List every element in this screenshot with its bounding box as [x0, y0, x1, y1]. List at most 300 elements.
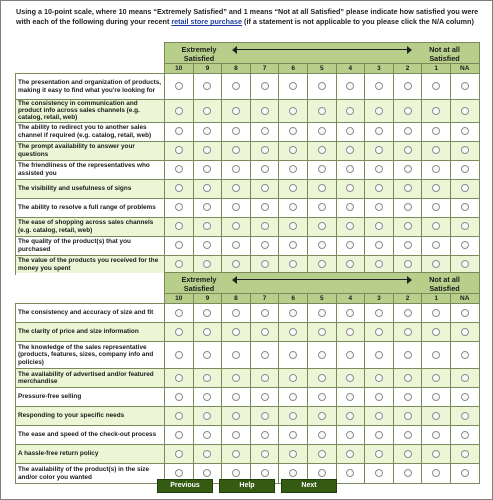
rating-radio-2[interactable] — [404, 241, 412, 249]
rating-radio-3[interactable] — [375, 309, 383, 317]
scale-right-label: Not at all Satisfied — [429, 275, 460, 293]
rating-cell — [250, 304, 279, 323]
column-header: 10 — [165, 294, 194, 304]
rating-radio-9[interactable] — [203, 184, 211, 192]
rating-cell — [250, 179, 279, 198]
rating-radio-3[interactable] — [375, 222, 383, 230]
rating-radio-8[interactable] — [232, 351, 240, 359]
rating-radio-5[interactable] — [318, 469, 326, 477]
rating-radio-6[interactable] — [289, 328, 297, 336]
rating-radio-NA[interactable] — [461, 127, 469, 135]
rating-radio-5[interactable] — [318, 328, 326, 336]
rating-radio-6[interactable] — [289, 82, 297, 90]
rating-radio-8[interactable] — [232, 469, 240, 477]
rating-radio-6[interactable] — [289, 146, 297, 154]
rating-radio-1[interactable] — [432, 127, 440, 135]
rating-radio-7[interactable] — [261, 351, 269, 359]
rating-radio-7[interactable] — [261, 127, 269, 135]
rating-radio-NA[interactable] — [461, 351, 469, 359]
rating-radio-3[interactable] — [375, 165, 383, 173]
column-header: NA — [450, 294, 479, 304]
rating-radio-3[interactable] — [375, 241, 383, 249]
rating-radio-6[interactable] — [289, 260, 297, 268]
rating-cell — [450, 122, 479, 141]
rating-cell — [450, 323, 479, 342]
rating-cell — [222, 236, 251, 255]
rating-radio-8[interactable] — [232, 146, 240, 154]
rating-cell — [365, 426, 394, 445]
rating-radio-7[interactable] — [261, 431, 269, 439]
rating-radio-1[interactable] — [432, 107, 440, 115]
rating-radio-NA[interactable] — [461, 450, 469, 458]
rating-radio-7[interactable] — [261, 184, 269, 192]
rating-radio-8[interactable] — [232, 127, 240, 135]
rating-grid-1 — [15, 42, 480, 275]
rating-radio-5[interactable] — [318, 241, 326, 249]
rating-radio-2[interactable] — [404, 393, 412, 401]
rating-radio-10[interactable] — [175, 328, 183, 336]
rating-radio-3[interactable] — [375, 393, 383, 401]
rating-radio-10[interactable] — [175, 165, 183, 173]
rating-radio-9[interactable] — [203, 260, 211, 268]
rating-radio-NA[interactable] — [461, 146, 469, 154]
rating-radio-4[interactable] — [346, 203, 354, 211]
rating-radio-7[interactable] — [261, 309, 269, 317]
rating-cell — [193, 74, 222, 100]
rating-radio-5[interactable] — [318, 203, 326, 211]
rating-cell — [222, 304, 251, 323]
rating-radio-5[interactable] — [318, 127, 326, 135]
rating-radio-2[interactable] — [404, 469, 412, 477]
rating-radio-5[interactable] — [318, 351, 326, 359]
rating-cell — [307, 179, 336, 198]
rating-cell — [165, 445, 194, 464]
rating-cell — [193, 198, 222, 217]
rating-radio-1[interactable] — [432, 82, 440, 90]
rating-radio-3[interactable] — [375, 328, 383, 336]
rating-cell — [250, 369, 279, 388]
rating-radio-10[interactable] — [175, 184, 183, 192]
rating-radio-7[interactable] — [261, 241, 269, 249]
rating-radio-2[interactable] — [404, 165, 412, 173]
column-header: 2 — [393, 64, 422, 74]
rating-cell — [422, 179, 451, 198]
rating-radio-2[interactable] — [404, 184, 412, 192]
previous-button[interactable]: Previous — [157, 479, 213, 493]
rating-radio-7[interactable] — [261, 222, 269, 230]
rating-cell — [250, 445, 279, 464]
rating-radio-3[interactable] — [375, 450, 383, 458]
question-label: Pressure-free selling — [16, 388, 165, 407]
rating-radio-6[interactable] — [289, 450, 297, 458]
rating-radio-1[interactable] — [432, 260, 440, 268]
rating-radio-6[interactable] — [289, 393, 297, 401]
question-label: The visibility and usefulness of signs — [16, 179, 165, 198]
rating-radio-8[interactable] — [232, 203, 240, 211]
rating-radio-4[interactable] — [346, 146, 354, 154]
rating-radio-NA[interactable] — [461, 107, 469, 115]
rating-radio-1[interactable] — [432, 412, 440, 420]
rating-cell — [307, 217, 336, 236]
rating-cell — [193, 369, 222, 388]
rating-radio-6[interactable] — [289, 351, 297, 359]
rating-radio-NA[interactable] — [461, 469, 469, 477]
rating-radio-2[interactable] — [404, 309, 412, 317]
rating-radio-6[interactable] — [289, 127, 297, 135]
rating-radio-4[interactable] — [346, 412, 354, 420]
rating-radio-6[interactable] — [289, 165, 297, 173]
rating-radio-7[interactable] — [261, 82, 269, 90]
rating-radio-NA[interactable] — [461, 82, 469, 90]
rating-radio-5[interactable] — [318, 431, 326, 439]
rating-radio-4[interactable] — [346, 351, 354, 359]
rating-radio-10[interactable] — [175, 309, 183, 317]
rating-radio-1[interactable] — [432, 431, 440, 439]
rating-cell — [393, 323, 422, 342]
next-button[interactable]: Next — [281, 479, 337, 493]
rating-radio-10[interactable] — [175, 412, 183, 420]
rating-radio-1[interactable] — [432, 374, 440, 382]
rating-radio-9[interactable] — [203, 374, 211, 382]
rating-radio-2[interactable] — [404, 107, 412, 115]
rating-radio-7[interactable] — [261, 469, 269, 477]
rating-radio-7[interactable] — [261, 107, 269, 115]
rating-radio-5[interactable] — [318, 412, 326, 420]
rating-radio-1[interactable] — [432, 393, 440, 401]
rating-radio-NA[interactable] — [461, 260, 469, 268]
rating-radio-8[interactable] — [232, 393, 240, 401]
rating-radio-4[interactable] — [346, 393, 354, 401]
question-row — [16, 217, 480, 236]
rating-radio-8[interactable] — [232, 165, 240, 173]
rating-radio-3[interactable] — [375, 412, 383, 420]
rating-radio-9[interactable] — [203, 203, 211, 211]
rating-radio-1[interactable] — [432, 309, 440, 317]
column-header: 9 — [193, 294, 222, 304]
question-row — [16, 369, 480, 388]
rating-cell — [365, 369, 394, 388]
column-header: 1 — [422, 294, 451, 304]
rating-radio-9[interactable] — [203, 412, 211, 420]
rating-radio-8[interactable] — [232, 450, 240, 458]
rating-cell — [279, 217, 308, 236]
rating-cell — [393, 236, 422, 255]
rating-radio-8[interactable] — [232, 241, 240, 249]
question-label: The consistency in communication and product info across sales channels (e.g. catalog, retail, web) — [16, 100, 165, 123]
rating-cell — [279, 179, 308, 198]
rating-cell — [365, 236, 394, 255]
rating-radio-4[interactable] — [346, 107, 354, 115]
rating-cell — [193, 179, 222, 198]
rating-radio-3[interactable] — [375, 469, 383, 477]
rating-cell — [279, 160, 308, 179]
rating-radio-10[interactable] — [175, 222, 183, 230]
rating-cell — [393, 179, 422, 198]
rating-radio-1[interactable] — [432, 165, 440, 173]
rating-radio-4[interactable] — [346, 82, 354, 90]
rating-radio-6[interactable] — [289, 374, 297, 382]
rating-radio-4[interactable] — [346, 127, 354, 135]
rating-cell — [393, 407, 422, 426]
rating-radio-10[interactable] — [175, 241, 183, 249]
rating-radio-6[interactable] — [289, 203, 297, 211]
instructions — [16, 7, 486, 27]
rating-radio-3[interactable] — [375, 82, 383, 90]
rating-cell — [193, 426, 222, 445]
rating-cell — [422, 236, 451, 255]
rating-radio-NA[interactable] — [461, 309, 469, 317]
rating-radio-4[interactable] — [346, 184, 354, 192]
rating-radio-3[interactable] — [375, 203, 383, 211]
rating-radio-10[interactable] — [175, 203, 183, 211]
rating-cell — [165, 198, 194, 217]
rating-radio-8[interactable] — [232, 107, 240, 115]
question-row — [16, 407, 480, 426]
rating-radio-10[interactable] — [175, 450, 183, 458]
rating-radio-5[interactable] — [318, 260, 326, 268]
rating-cell — [365, 388, 394, 407]
rating-cell — [336, 122, 365, 141]
rating-radio-5[interactable] — [318, 450, 326, 458]
header-blank — [16, 273, 165, 304]
rating-radio-5[interactable] — [318, 309, 326, 317]
rating-cell — [250, 160, 279, 179]
rating-radio-9[interactable] — [203, 328, 211, 336]
rating-radio-1[interactable] — [432, 351, 440, 359]
rating-radio-4[interactable] — [346, 165, 354, 173]
rating-radio-8[interactable] — [232, 184, 240, 192]
rating-radio-1[interactable] — [432, 241, 440, 249]
rating-radio-1[interactable] — [432, 146, 440, 154]
column-header: 10 — [165, 64, 194, 74]
rating-radio-4[interactable] — [346, 431, 354, 439]
rating-cell — [193, 160, 222, 179]
rating-cell — [193, 141, 222, 160]
rating-radio-10[interactable] — [175, 146, 183, 154]
rating-radio-3[interactable] — [375, 374, 383, 382]
rating-radio-4[interactable] — [346, 374, 354, 382]
rating-radio-9[interactable] — [203, 82, 211, 90]
rating-radio-NA[interactable] — [461, 222, 469, 230]
rating-radio-7[interactable] — [261, 393, 269, 401]
rating-radio-10[interactable] — [175, 393, 183, 401]
rating-radio-10[interactable] — [175, 260, 183, 268]
rating-radio-6[interactable] — [289, 184, 297, 192]
rating-radio-NA[interactable] — [461, 431, 469, 439]
rating-radio-NA[interactable] — [461, 374, 469, 382]
rating-radio-NA[interactable] — [461, 184, 469, 192]
rating-radio-2[interactable] — [404, 146, 412, 154]
rating-radio-NA[interactable] — [461, 393, 469, 401]
rating-cell — [250, 100, 279, 123]
rating-radio-2[interactable] — [404, 431, 412, 439]
rating-radio-9[interactable] — [203, 431, 211, 439]
rating-cell — [336, 369, 365, 388]
rating-cell — [279, 122, 308, 141]
rating-radio-2[interactable] — [404, 82, 412, 90]
rating-cell — [279, 323, 308, 342]
rating-radio-9[interactable] — [203, 450, 211, 458]
rating-radio-2[interactable] — [404, 351, 412, 359]
rating-radio-10[interactable] — [175, 127, 183, 135]
rating-radio-7[interactable] — [261, 374, 269, 382]
rating-radio-5[interactable] — [318, 82, 326, 90]
rating-radio-7[interactable] — [261, 450, 269, 458]
rating-radio-1[interactable] — [432, 469, 440, 477]
rating-radio-1[interactable] — [432, 203, 440, 211]
rating-radio-5[interactable] — [318, 393, 326, 401]
rating-radio-1[interactable] — [432, 184, 440, 192]
rating-radio-3[interactable] — [375, 127, 383, 135]
question-label: A hassle-free return policy — [16, 445, 165, 464]
rating-radio-9[interactable] — [203, 107, 211, 115]
rating-radio-5[interactable] — [318, 222, 326, 230]
rating-radio-1[interactable] — [432, 222, 440, 230]
rating-radio-8[interactable] — [232, 82, 240, 90]
rating-radio-6[interactable] — [289, 241, 297, 249]
rating-radio-10[interactable] — [175, 374, 183, 382]
rating-radio-NA[interactable] — [461, 203, 469, 211]
rating-radio-10[interactable] — [175, 351, 183, 359]
rating-cell — [450, 217, 479, 236]
rating-radio-NA[interactable] — [461, 328, 469, 336]
question-row — [16, 198, 480, 217]
rating-radio-2[interactable] — [404, 260, 412, 268]
rating-radio-9[interactable] — [203, 469, 211, 477]
question-row — [16, 179, 480, 198]
rating-radio-6[interactable] — [289, 469, 297, 477]
rating-radio-9[interactable] — [203, 351, 211, 359]
rating-cell — [279, 141, 308, 160]
rating-radio-5[interactable] — [318, 146, 326, 154]
question-row — [16, 304, 480, 323]
rating-radio-9[interactable] — [203, 309, 211, 317]
rating-radio-7[interactable] — [261, 260, 269, 268]
rating-cell — [422, 122, 451, 141]
rating-radio-4[interactable] — [346, 469, 354, 477]
rating-radio-2[interactable] — [404, 374, 412, 382]
rating-cell — [336, 304, 365, 323]
rating-radio-NA[interactable] — [461, 165, 469, 173]
rating-radio-1[interactable] — [432, 328, 440, 336]
rating-radio-2[interactable] — [404, 222, 412, 230]
rating-radio-6[interactable] — [289, 412, 297, 420]
rating-cell — [193, 445, 222, 464]
rating-cell — [222, 74, 251, 100]
rating-radio-4[interactable] — [346, 450, 354, 458]
rating-cell — [393, 217, 422, 236]
rating-cell — [165, 217, 194, 236]
rating-radio-8[interactable] — [232, 374, 240, 382]
rating-cell — [422, 304, 451, 323]
rating-radio-3[interactable] — [375, 431, 383, 439]
rating-radio-10[interactable] — [175, 107, 183, 115]
rating-radio-10[interactable] — [175, 469, 183, 477]
rating-cell — [250, 426, 279, 445]
rating-radio-7[interactable] — [261, 412, 269, 420]
column-header: 3 — [365, 64, 394, 74]
rating-radio-10[interactable] — [175, 82, 183, 90]
rating-radio-NA[interactable] — [461, 412, 469, 420]
rating-cell — [193, 342, 222, 369]
rating-radio-4[interactable] — [346, 328, 354, 336]
rating-cell — [365, 160, 394, 179]
rating-radio-7[interactable] — [261, 203, 269, 211]
question-label: The value of the products you received for the money you spent — [16, 255, 165, 274]
rating-radio-4[interactable] — [346, 241, 354, 249]
rating-radio-2[interactable] — [404, 412, 412, 420]
rating-radio-4[interactable] — [346, 260, 354, 268]
question-label: The friendliness of the representatives who assisted you — [16, 160, 165, 179]
rating-radio-10[interactable] — [175, 431, 183, 439]
column-header: 7 — [250, 294, 279, 304]
rating-cell — [165, 369, 194, 388]
rating-radio-3[interactable] — [375, 146, 383, 154]
rating-radio-7[interactable] — [261, 328, 269, 336]
rating-radio-4[interactable] — [346, 309, 354, 317]
rating-cell — [250, 141, 279, 160]
rating-cell — [450, 100, 479, 123]
rating-cell — [222, 388, 251, 407]
rating-radio-3[interactable] — [375, 107, 383, 115]
rating-cell — [336, 198, 365, 217]
rating-radio-2[interactable] — [404, 328, 412, 336]
rating-radio-7[interactable] — [261, 146, 269, 154]
rating-radio-9[interactable] — [203, 127, 211, 135]
rating-radio-8[interactable] — [232, 328, 240, 336]
rating-radio-5[interactable] — [318, 184, 326, 192]
rating-radio-6[interactable] — [289, 222, 297, 230]
rating-radio-6[interactable] — [289, 309, 297, 317]
rating-radio-2[interactable] — [404, 450, 412, 458]
rating-radio-8[interactable] — [232, 222, 240, 230]
rating-radio-8[interactable] — [232, 309, 240, 317]
rating-radio-9[interactable] — [203, 222, 211, 230]
rating-radio-NA[interactable] — [461, 241, 469, 249]
rating-radio-4[interactable] — [346, 222, 354, 230]
rating-radio-2[interactable] — [404, 203, 412, 211]
rating-radio-9[interactable] — [203, 146, 211, 154]
question-row — [16, 388, 480, 407]
rating-cell — [307, 323, 336, 342]
rating-radio-3[interactable] — [375, 260, 383, 268]
rating-radio-3[interactable] — [375, 184, 383, 192]
rating-radio-9[interactable] — [203, 393, 211, 401]
rating-radio-3[interactable] — [375, 351, 383, 359]
rating-cell — [450, 342, 479, 369]
rating-radio-8[interactable] — [232, 412, 240, 420]
rating-radio-5[interactable] — [318, 107, 326, 115]
rating-radio-5[interactable] — [318, 374, 326, 382]
rating-radio-9[interactable] — [203, 165, 211, 173]
rating-cell — [222, 198, 251, 217]
rating-radio-8[interactable] — [232, 431, 240, 439]
rating-cell — [222, 369, 251, 388]
rating-grid-2 — [15, 272, 480, 484]
rating-radio-7[interactable] — [261, 165, 269, 173]
retail-store-purchase-link[interactable]: retail store purchase — [171, 17, 243, 26]
help-button[interactable]: Help — [219, 479, 275, 493]
rating-radio-8[interactable] — [232, 260, 240, 268]
rating-radio-6[interactable] — [289, 107, 297, 115]
rating-cell — [279, 407, 308, 426]
rating-radio-1[interactable] — [432, 450, 440, 458]
rating-radio-9[interactable] — [203, 241, 211, 249]
question-label: The ease and speed of the check-out process — [16, 426, 165, 445]
rating-radio-6[interactable] — [289, 431, 297, 439]
rating-radio-5[interactable] — [318, 165, 326, 173]
rating-radio-2[interactable] — [404, 127, 412, 135]
